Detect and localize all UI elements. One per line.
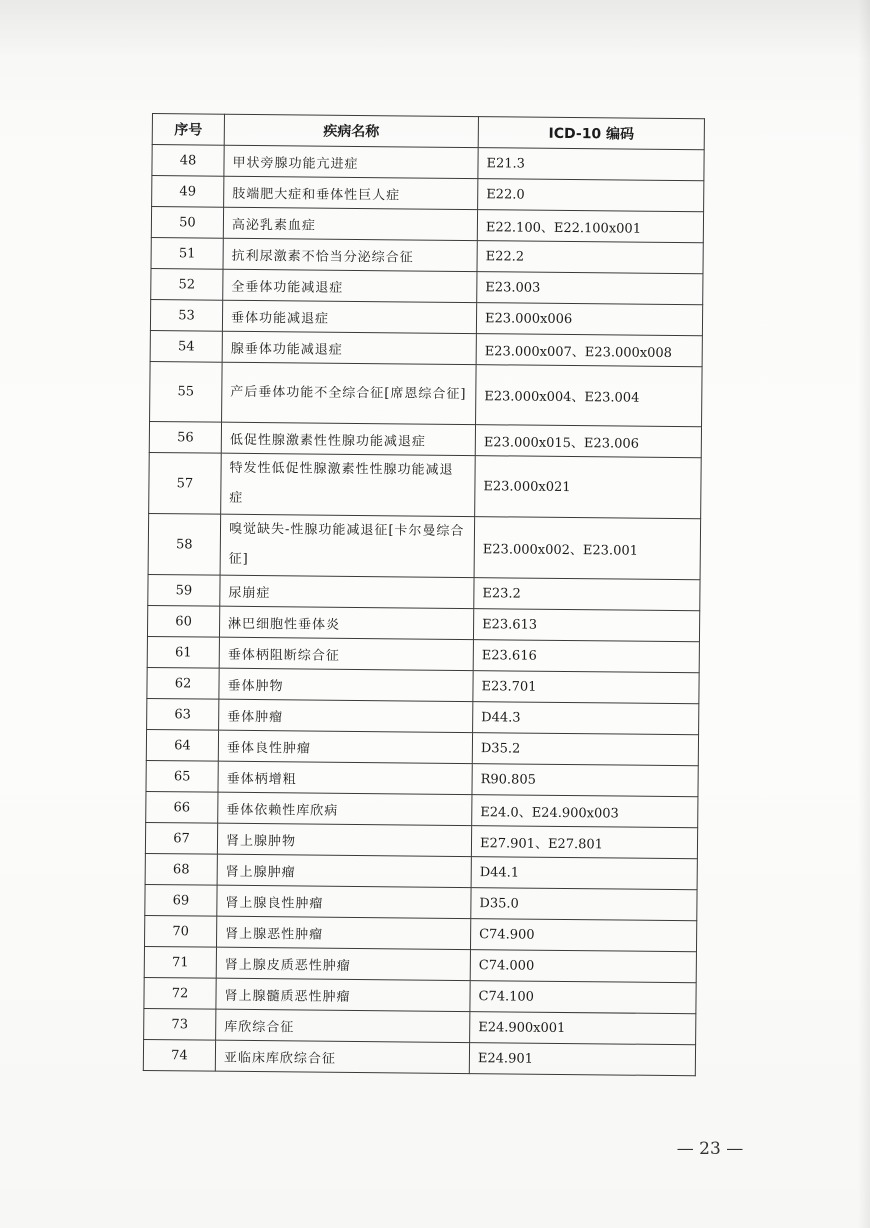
row-index: 69	[145, 884, 217, 916]
row-index: 72	[144, 977, 216, 1009]
row-disease-name: 低促性腺激素性性腺功能减退症	[221, 422, 475, 455]
row-index: 65	[146, 760, 218, 792]
row-disease-name: 垂体肿物	[219, 668, 473, 701]
row-disease-name: 腺垂体功能减退症	[222, 331, 476, 364]
header-index: 序号	[152, 114, 224, 146]
row-disease-name: 肾上腺肿瘤	[217, 854, 471, 887]
row-disease-name: 垂体柄增粗	[218, 761, 472, 794]
row-icd-code: C74.000	[470, 950, 696, 983]
row-disease-name: 垂体功能减退症	[222, 300, 476, 333]
table-row	[148, 513, 701, 579]
row-icd-code: E21.3	[478, 148, 704, 181]
header-icd10-code: ICD-10 编码	[478, 117, 704, 150]
row-index: 70	[144, 915, 216, 947]
row-index: 71	[144, 946, 216, 978]
row-disease-name: 肾上腺良性肿瘤	[217, 885, 471, 918]
row-icd-code: E23.000x006	[476, 303, 702, 336]
row-index: 58	[148, 513, 221, 575]
row-icd-code: E23.616	[473, 640, 699, 673]
page-number: — 23 —	[676, 1139, 744, 1159]
table-row	[150, 361, 703, 426]
row-disease-name: 垂体良性肿瘤	[218, 730, 472, 763]
row-index: 62	[147, 667, 219, 699]
row-disease-name: 垂体肿瘤	[219, 699, 473, 732]
row-icd-code: E23.003	[477, 272, 703, 305]
row-icd-code: D44.1	[471, 857, 697, 890]
scan-shadow-top	[0, 0, 870, 60]
row-index: 53	[150, 299, 222, 331]
row-icd-code: E23.613	[473, 609, 699, 642]
row-index: 67	[145, 822, 217, 854]
row-icd-code: E23.701	[473, 671, 699, 704]
row-icd-code: D44.3	[473, 702, 699, 735]
row-icd-code: D35.0	[471, 888, 697, 921]
row-disease-name: 垂体柄阻断综合征	[219, 637, 473, 670]
row-index: 74	[143, 1039, 215, 1071]
row-disease-name: 全垂体功能减退症	[223, 269, 477, 302]
row-disease-name: 产后垂体功能不全综合征[席恩综合征]	[222, 362, 477, 424]
row-disease-name: 淋巴细胞性垂体炎	[219, 606, 473, 639]
row-disease-name: 肾上腺肿物	[217, 823, 471, 856]
row-index: 66	[146, 791, 218, 823]
table-body	[143, 145, 704, 1076]
row-disease-name: 肾上腺恶性肿瘤	[216, 916, 470, 949]
row-icd-code: E22.0	[478, 179, 704, 212]
row-disease-name: 肾上腺皮质恶性肿瘤	[216, 947, 470, 980]
row-disease-name: 嗅觉缺失-性腺功能减退征[卡尔曼综合征]	[220, 514, 475, 577]
row-index: 60	[147, 605, 219, 637]
row-icd-code: C74.900	[470, 919, 696, 952]
row-icd-code: E23.000x015、E23.006	[475, 425, 701, 458]
row-icd-code: E23.2	[474, 578, 700, 611]
row-disease-name: 垂体依赖性库欣病	[218, 792, 472, 825]
row-index: 54	[150, 330, 222, 362]
row-disease-name: 尿崩症	[220, 575, 474, 608]
table-row	[143, 1039, 695, 1075]
row-icd-code: E22.100、E22.100x001	[477, 210, 703, 243]
row-icd-code: E24.901	[469, 1043, 695, 1076]
row-index: 57	[149, 452, 222, 514]
row-index: 73	[144, 1008, 216, 1040]
disease-code-table	[143, 113, 705, 1076]
row-disease-name: 高泌乳素血症	[223, 207, 477, 240]
row-icd-code: E23.000x007、E23.000x008	[476, 334, 702, 367]
row-index: 49	[152, 176, 224, 208]
row-disease-name: 库欣综合征	[216, 1009, 470, 1042]
row-index: 56	[149, 421, 221, 453]
row-icd-code: E23.000x021	[475, 456, 702, 519]
row-index: 59	[148, 574, 220, 606]
row-index: 63	[147, 698, 219, 730]
row-disease-name: 亚临床库欣综合征	[215, 1040, 469, 1073]
table-row	[149, 452, 702, 518]
row-index: 51	[151, 237, 223, 269]
row-icd-code: E24.900x001	[470, 1012, 696, 1045]
row-index: 52	[151, 268, 223, 300]
row-icd-code: E27.901、E27.801	[471, 826, 697, 859]
row-disease-name: 甲状旁腺功能亢进症	[224, 145, 478, 178]
row-index: 64	[146, 729, 218, 761]
row-disease-name: 特发性低促性腺激素性性腺功能减退症	[221, 453, 476, 516]
row-disease-name: 肢端肥大症和垂体性巨人症	[224, 176, 478, 209]
row-disease-name: 抗利尿激素不恰当分泌综合征	[223, 238, 477, 271]
row-icd-code: E22.2	[477, 241, 703, 274]
row-icd-code: D35.2	[472, 733, 698, 766]
row-index: 48	[152, 145, 224, 177]
row-index: 61	[147, 636, 219, 668]
row-index: 50	[151, 207, 223, 239]
row-disease-name: 肾上腺髓质恶性肿瘤	[216, 978, 470, 1011]
row-index: 68	[145, 853, 217, 885]
row-icd-code: R90.805	[472, 764, 698, 797]
row-icd-code: E24.0、E24.900x003	[472, 795, 698, 828]
row-icd-code: E23.000x002、E23.001	[474, 517, 701, 580]
header-disease-name: 疾病名称	[224, 114, 478, 147]
row-index: 55	[150, 361, 223, 422]
scan-shadow-right	[858, 0, 870, 1228]
row-icd-code: C74.100	[470, 981, 696, 1014]
row-icd-code: E23.000x004、E23.004	[476, 365, 703, 427]
